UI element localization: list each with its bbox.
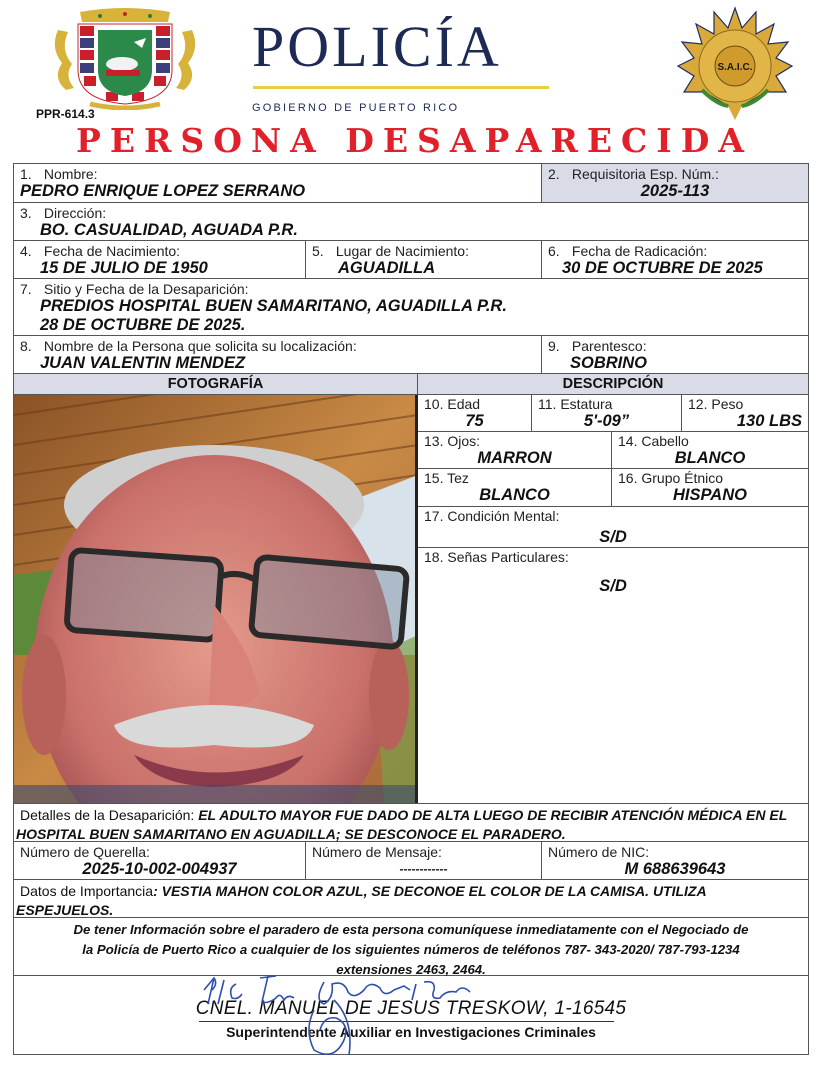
field-cabello (612, 432, 808, 468)
cabello-value: BLANCO (674, 449, 746, 467)
desc-row-mental-condition (418, 507, 808, 548)
row-name (14, 164, 808, 203)
row-location (14, 279, 808, 336)
title-divider (253, 86, 549, 89)
row-details (14, 804, 808, 842)
field-peso (682, 395, 808, 431)
querella-label: Número de Querella: (20, 844, 150, 860)
direccion-value: BO. CASUALIDAD, AGUADA P.R. (40, 221, 298, 239)
ojos-value: MARRON (477, 449, 552, 467)
importancia-label: Datos de Importancia (20, 883, 154, 899)
peso-value: 130 LBS (736, 412, 802, 430)
nic-label: Número de NIC: (548, 844, 650, 860)
field-parentesco (542, 336, 808, 373)
tez-label: 15. Tez (424, 470, 469, 486)
description-section-header: DESCRIPCIÓN (562, 376, 664, 392)
desc-row-eyes-hair (418, 432, 808, 469)
grupo-etnico-label: 16. Grupo Étnico (618, 470, 724, 486)
field-label: Nombre de la Persona que solicita su localización: (43, 338, 357, 354)
photo-and-description (14, 395, 808, 804)
field-label: Sitio y Fecha de la Desaparición: (43, 281, 249, 297)
row-section-headers (14, 374, 808, 395)
fecha-desaparicion-value: 28 DE OCTUBRE DE 2025. (40, 316, 246, 334)
querella-value: 2025-10-002-004937 (82, 860, 237, 878)
nombre-value: PEDRO ENRIQUE LOPEZ SERRANO (20, 182, 306, 200)
field-number: 8. (20, 338, 32, 354)
row-address (14, 203, 808, 241)
nic-value: M 688639643 (624, 860, 726, 878)
field-number: 7. (20, 281, 32, 297)
detalles-label: Detalles de la Desaparición: (20, 807, 199, 823)
signature-line (199, 1021, 614, 1022)
field-number: 6. (548, 243, 560, 259)
field-number: 2. (548, 166, 560, 182)
field-querella (14, 842, 306, 879)
lugar-nacimiento-value: AGUADILLA (338, 259, 436, 277)
condicion-mental-value: S/D (599, 528, 627, 546)
photo-section-header: FOTOGRAFÍA (14, 374, 418, 394)
senas-label: 18. Señas Particulares: (424, 549, 569, 565)
field-number: 1. (20, 166, 32, 182)
saic-police-badge-icon (676, 6, 794, 126)
field-sitio-fecha (14, 279, 808, 335)
svg-text:S.A.I.C.: S.A.I.C. (717, 62, 753, 73)
cabello-label: 14. Cabello (618, 433, 689, 449)
field-datos-importancia (14, 880, 808, 917)
person-photo-image (14, 395, 418, 803)
mensaje-label: Número de Mensaje: (312, 844, 442, 860)
contact-notice (14, 918, 808, 975)
requisitoria-value: 2025-113 (640, 182, 710, 200)
notice-line-2: la Policía de Puerto Rico a cualquier de los siguientes números de teléfonos 787- 343-2020/ 787-793-1234 (82, 942, 740, 957)
solicitante-value: JUAN VALENTIN MENDEZ (40, 354, 246, 372)
estatura-value: 5'-09” (583, 412, 630, 430)
field-ojos (418, 432, 612, 468)
grupo-etnico-value: HISPANO (673, 486, 747, 504)
puerto-rico-coat-of-arms-icon (50, 8, 200, 110)
missing-person-photo (14, 395, 418, 803)
row-numbers (14, 842, 808, 880)
field-number: 5. (312, 243, 324, 259)
field-mensaje (306, 842, 542, 879)
field-fecha-radicacion (542, 241, 808, 278)
fecha-radicacion-value: 30 DE OCTUBRE DE 2025 (562, 259, 763, 277)
description-panel (418, 395, 808, 803)
field-label: Dirección: (43, 205, 107, 221)
field-label: Parentesco: (571, 338, 647, 354)
field-condicion-mental (418, 507, 808, 547)
notice-line-1: De tener Información sobre el paradero de esta persona comuníquese inmediatamente con el Negociado de (73, 922, 749, 937)
field-number: 3. (20, 205, 32, 221)
field-number: 4. (20, 243, 32, 259)
field-label: Fecha de Nacimiento: (43, 243, 181, 259)
notice-line-3: extensiones 2463, 2464. (336, 962, 486, 977)
signatory-title: Superintendente Auxiliar en Investigaciones Criminales (226, 1024, 596, 1040)
field-fecha-nacimiento (14, 241, 306, 278)
importancia-value: : VESTIA MAHON COLOR AZUL, SE DECONOE EL COLOR DE LA CAMISA. UTILIZA ESPEJUELOS. (16, 883, 707, 918)
field-nic (542, 842, 808, 879)
field-label: Nombre: (43, 166, 98, 182)
estatura-label: 11. Estatura (538, 396, 613, 412)
field-estatura (532, 395, 682, 431)
ojos-label: 13. Ojos: (424, 433, 481, 449)
signatory-name: CNEL. MANUEL DE JESUS TRESKOW, 1-16545 (195, 998, 627, 1019)
field-label: Fecha de Radicación: (571, 243, 708, 259)
field-number: 9. (548, 338, 560, 354)
desc-row-complexion-ethnicity (418, 469, 808, 507)
government-subtitle: GOBIERNO DE PUERTO RICO (252, 102, 460, 114)
desc-row-age-height-weight (418, 395, 808, 432)
field-label: Requisitoria Esp. Núm.: (571, 166, 719, 182)
row-signature (14, 976, 808, 1054)
row-contact-notice (14, 918, 808, 976)
edad-label: 10. Edad (424, 396, 481, 412)
detalles-value: EL ADULTO MAYOR FUE DADO DE ALTA LUEGO DE RECIBIR ATENCIÓN MÉDICA EN EL HOSPITAL BUEN SAMARITANO EN AGUADILLA; SE DESCONOCE EL PARADERO. (16, 807, 788, 842)
mensaje-value: ------------ (399, 862, 448, 876)
fecha-nacimiento-value: 15 DE JULIO DE 1950 (40, 259, 208, 277)
parentesco-value: SOBRINO (570, 354, 648, 372)
missing-person-form (13, 163, 809, 1055)
field-label: Lugar de Nacimiento: (335, 243, 469, 259)
missing-person-banner: PERSONA DESAPARECIDA (76, 121, 753, 160)
field-edad (418, 395, 532, 431)
edad-value: 75 (465, 412, 484, 430)
row-importance (14, 880, 808, 918)
tez-value: BLANCO (479, 486, 550, 504)
row-birth (14, 241, 808, 279)
sitio-value: PREDIOS HOSPITAL BUEN SAMARITANO, AGUADILLA P.R. (40, 297, 507, 315)
form-code: PPR-614.3 (36, 107, 95, 121)
field-direccion (14, 203, 808, 240)
desc-row-distinguishing-marks (418, 548, 808, 803)
peso-label: 12. Peso (688, 396, 744, 412)
field-tez (418, 469, 612, 506)
field-solicitante (14, 336, 542, 373)
field-requisitoria (542, 164, 808, 202)
condicion-mental-label: 17. Condición Mental: (424, 508, 560, 524)
agency-title: POLICÍA (252, 14, 502, 79)
field-senas-particulares (418, 548, 808, 803)
field-detalles (14, 804, 808, 841)
row-requester (14, 336, 808, 374)
senas-value: S/D (599, 577, 627, 595)
field-lugar-nacimiento (306, 241, 542, 278)
field-nombre (14, 164, 542, 202)
field-grupo-etnico (612, 469, 808, 506)
